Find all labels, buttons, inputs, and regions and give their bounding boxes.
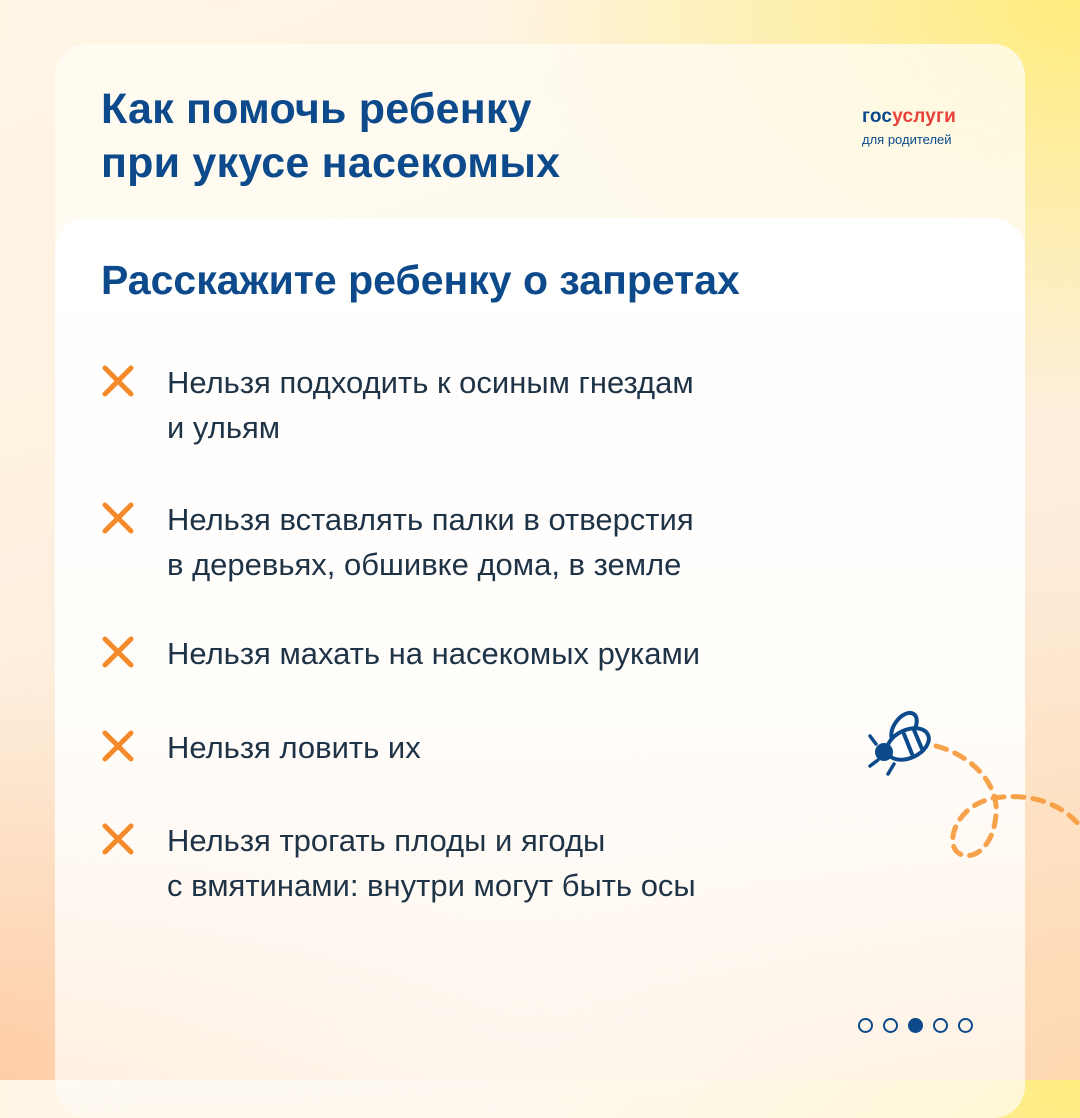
- rule-text: [167, 818, 827, 908]
- cross-icon: [101, 822, 135, 856]
- rule-text: [167, 497, 827, 587]
- section-title: Расскажите ребенку о запретах: [101, 257, 740, 303]
- rule-text-line1: Нельзя ловить их: [167, 730, 421, 765]
- rule-text-line2: с вмятинами: внутри могут быть осы: [167, 868, 696, 903]
- rule-text-line1: Нельзя вставлять палки в отверстия: [167, 502, 694, 537]
- logo-wordmark-part1: гос: [862, 106, 893, 127]
- rule-text: [167, 725, 827, 770]
- cross-icon: [101, 364, 135, 398]
- cross-icon: [101, 635, 135, 669]
- page-title-line2: при укусе насекомых: [101, 139, 561, 187]
- cross-icon: [101, 501, 135, 535]
- page-title-line1: Как помочь ребенку: [101, 85, 532, 133]
- pagination-dot[interactable]: [958, 1018, 973, 1033]
- logo-wordmark-part2: услуги: [892, 106, 957, 127]
- bee-icon: [864, 706, 1080, 876]
- gosuslugi-logo: [862, 106, 992, 149]
- page-title: [101, 82, 560, 190]
- pagination-dot[interactable]: [883, 1018, 898, 1033]
- pagination-dot-active[interactable]: [908, 1018, 923, 1033]
- rule-text: [167, 360, 827, 450]
- rule-text-line1: Нельзя махать на насекомых руками: [167, 636, 701, 671]
- rule-text-line2: и ульям: [167, 410, 281, 445]
- pagination: [858, 1018, 973, 1033]
- pagination-dot[interactable]: [858, 1018, 873, 1033]
- rule-text-line1: Нельзя трогать плоды и ягоды: [167, 823, 606, 858]
- rule-text: [167, 631, 827, 676]
- pagination-dot[interactable]: [933, 1018, 948, 1033]
- cross-icon: [101, 729, 135, 763]
- logo-wordmark: [862, 106, 992, 128]
- logo-subtitle: для родителей: [862, 132, 952, 147]
- rule-text-line2: в деревьях, обшивке дома, в земле: [167, 547, 682, 582]
- rule-text-line1: Нельзя подходить к осиным гнездам: [167, 365, 694, 400]
